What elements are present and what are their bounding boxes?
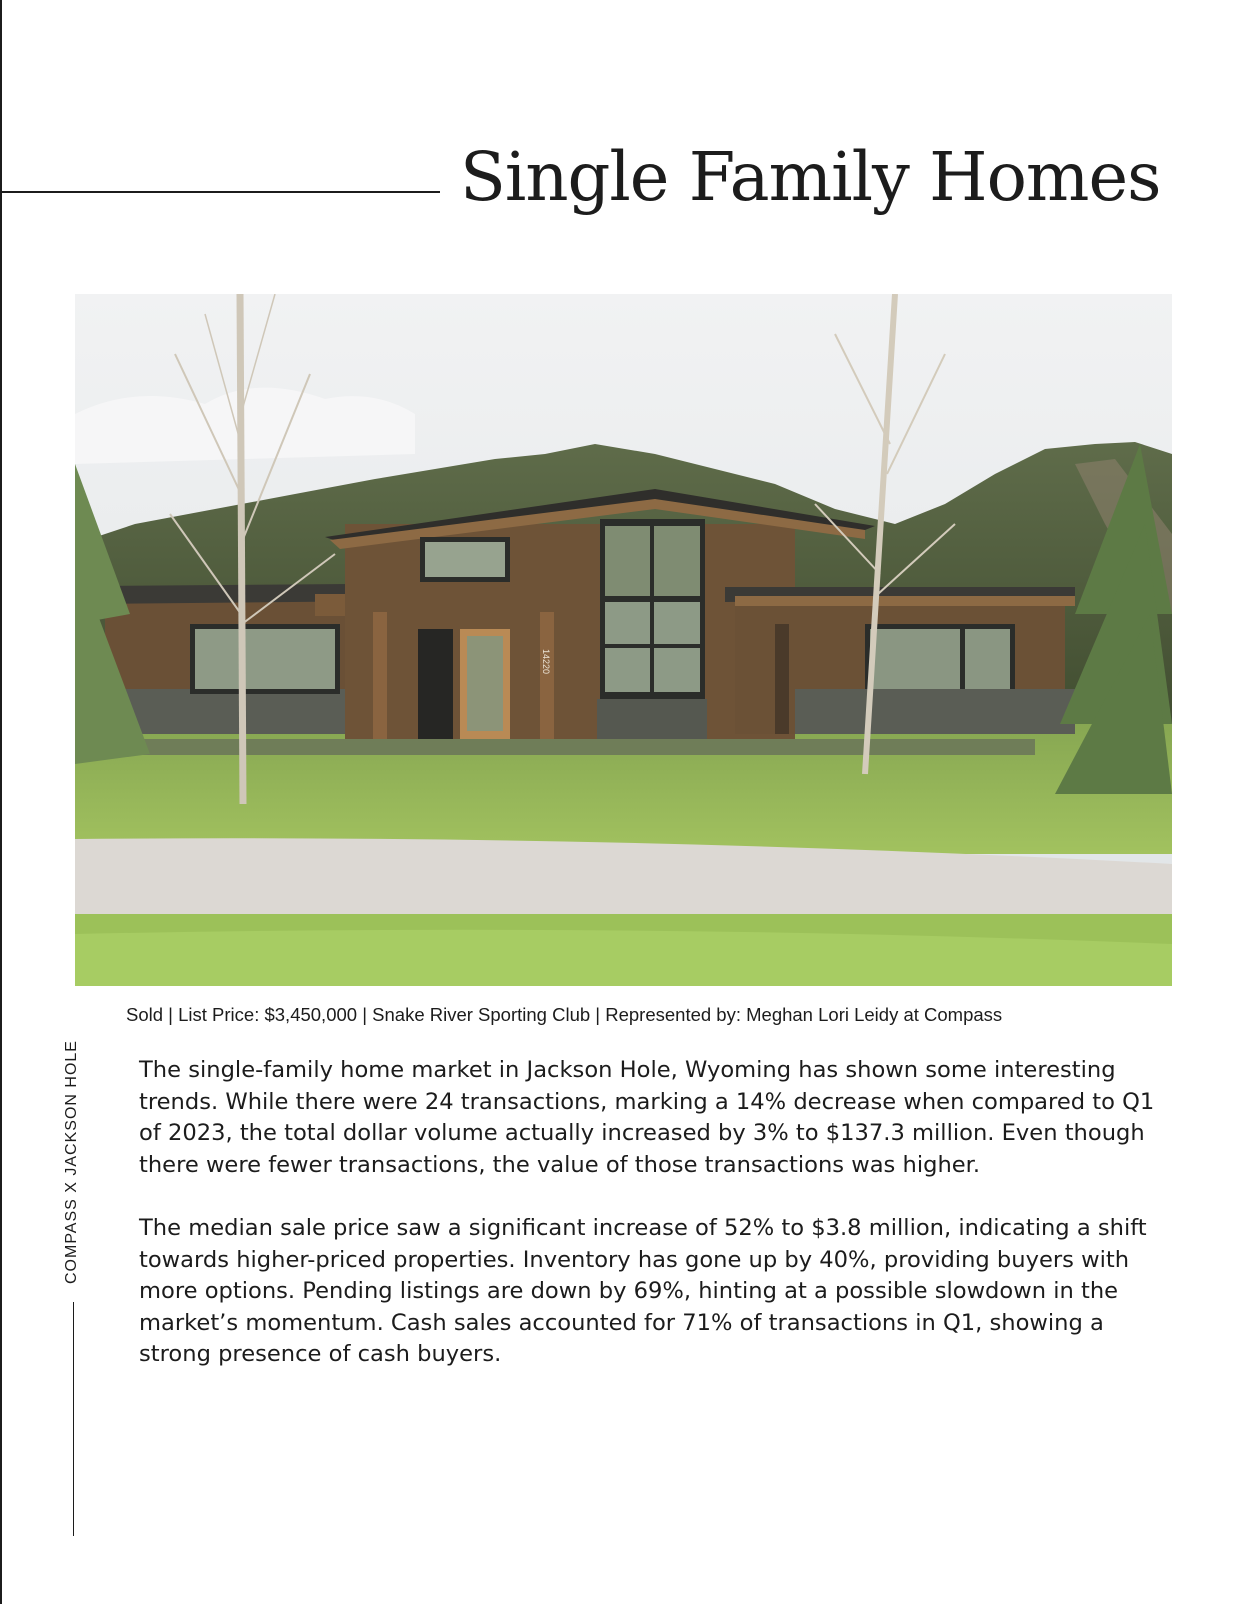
page-left-border bbox=[0, 0, 2, 1604]
address-number: 14220 bbox=[541, 649, 551, 675]
page-title: Single Family Homes bbox=[460, 138, 1161, 216]
photo-caption: Sold | List Price: $3,450,000 | Snake River Sporting Club | Represented by: Meghan Lori Leidy at Compass bbox=[126, 1004, 1003, 1025]
title-rule bbox=[0, 191, 440, 193]
porch-post-left bbox=[373, 612, 387, 740]
central-volume bbox=[345, 524, 795, 739]
property-photo bbox=[75, 294, 1172, 986]
body-paragraph-2: The median sale price saw a significant increase of 52% to $3.8 million, indicating a shift towards higher-priced properties. Inventory has gone up by 40%, providing buyers with more options. Pending listings are down by 69%, hinting at a possible slowdown in the market’s momentum. Cash sales accounted for 71% of transactions in Q1, showing a strong presence of cash buyers. bbox=[139, 1215, 1147, 1367]
body-paragraph-1: The single-family home market in Jackson Hole, Wyoming has shown some interesting trends. While there were 24 transactions, marking a 14% decrease when compared to Q1 of 2023, the total dollar volume actually increased by 3% to $137.3 million. Even though there were fewer transactions, the value of those transactions was higher. bbox=[139, 1057, 1155, 1178]
side-label: COMPASS X JACKSON HOLE bbox=[63, 1040, 80, 1284]
walkway-plantings bbox=[135, 739, 1035, 755]
porch-post-right bbox=[540, 612, 554, 740]
side-rule bbox=[73, 1302, 74, 1536]
